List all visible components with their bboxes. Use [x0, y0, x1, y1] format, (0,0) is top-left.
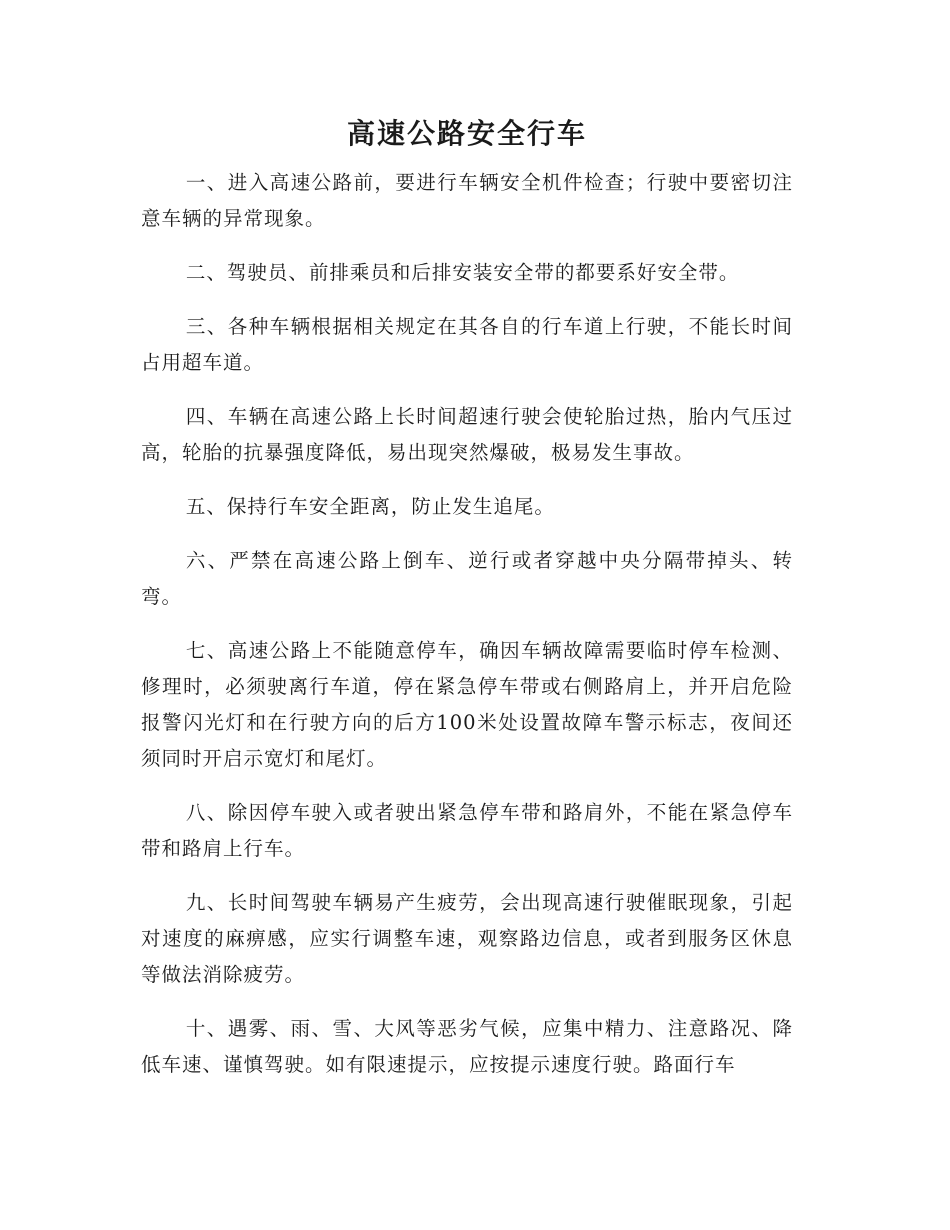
paragraph-2: 二、驾驶员、前排乘员和后排安装安全带的都要系好安全带。 — [185, 261, 740, 284]
paragraph-9: 九、长时间驾驶车辆易产生疲劳，会出现高速行驶催眠现象，引起对速度的麻痹感，应实行调整车速，观察路边信息，或者到服务区休息等做法消除疲劳。 — [141, 891, 793, 986]
paragraph-8: 八、除因停车驶入或者驶出紧急停车带和路肩外，不能在紧急停车带和路肩上行车。 — [141, 801, 793, 860]
paragraph-5: 五、保持行车安全距离，防止发生追尾。 — [185, 495, 555, 518]
paragraph-1: 一、进入高速公路前，要进行车辆安全机件检查；行驶中要密切注意车辆的异常现象。 — [141, 171, 793, 230]
paragraph-3: 三、各种车辆根据相关规定在其各自的行车道上行驶，不能长时间占用超车道。 — [141, 315, 793, 374]
paragraph-10: 十、遇雾、雨、雪、大风等恶劣气候，应集中精力、注意路况、降低车速、谨慎驾驶。如有限速提示，应按提示速度行驶。路面行车 — [141, 1017, 793, 1076]
document-title: 高速公路安全行车 — [346, 117, 587, 150]
document-page — [141, 0, 793, 1083]
paragraph-4: 四、车辆在高速公路上长时间超速行驶会使轮胎过热，胎内气压过高，轮胎的抗暴强度降低，易出现突然爆破，极易发生事故。 — [141, 405, 793, 464]
paragraph-6: 六、严禁在高速公路上倒车、逆行或者穿越中央分隔带掉头、转弯。 — [141, 549, 793, 608]
paragraph-7: 七、高速公路上不能随意停车，确因车辆故障需要临时停车检测、修理时，必须驶离行车道，停在紧急停车带或右侧路肩上，并开启危险报警闪光灯和在行驶方向的后方100米处设置故障车警示标志，夜间还须同时开启示宽灯和尾灯。 — [141, 639, 793, 770]
